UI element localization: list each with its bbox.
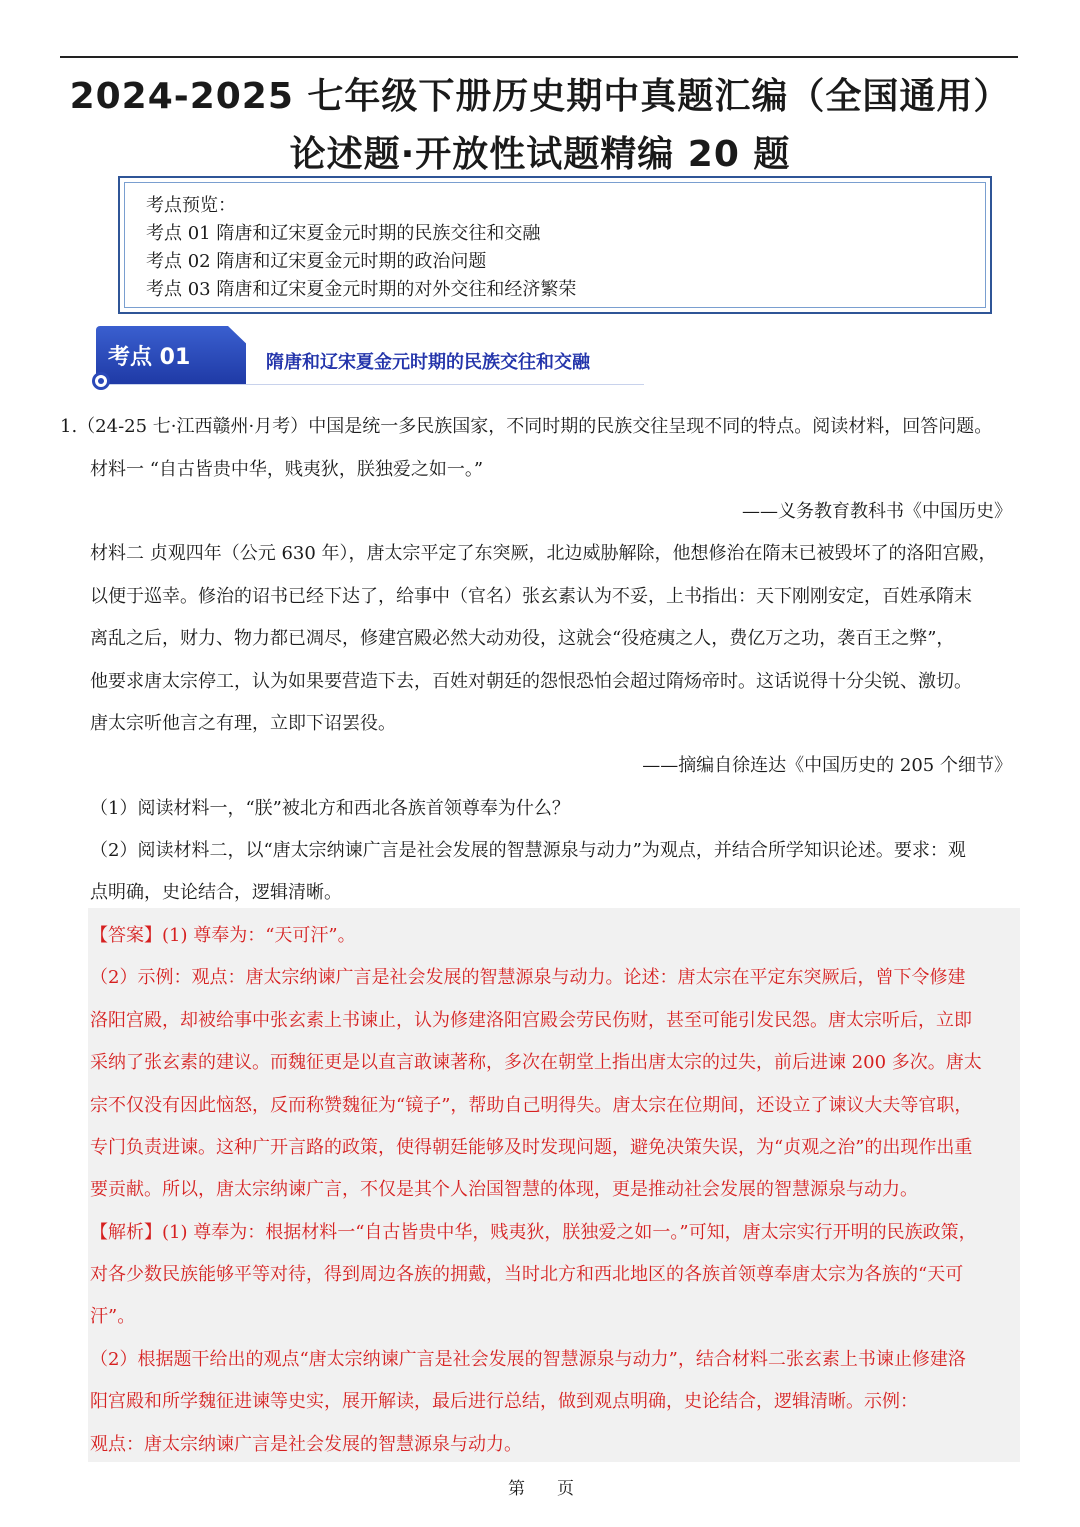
preview-heading: 考点预览： — [146, 195, 236, 216]
analysis-line: 对各少数民族能够平等对待，得到周边各族的拥戴，当时北方和西北地区的各族首领尊奉唐太宗为各族的“天可 — [90, 1264, 964, 1285]
answer-line: 洛阳宫殿，却被给事中张玄素上书谏止，认为修建洛阳宫殿会劳民伤财，甚至可能引发民怨。唐太宗听后，立即 — [90, 1010, 972, 1031]
analysis-line: 汗”。 — [90, 1306, 136, 1327]
material-one-source: ——义务教育教科书《中国历史》 — [742, 501, 1012, 522]
analysis-line: 阳宫殿和所学魏征进谏等史实，展开解读，最后进行总结，做到观点明确，史论结合，逻辑清晰。示例： — [90, 1391, 918, 1412]
sub-question: （1）阅读材料一，“朕”被北方和西北各族首领尊奉为什么？ — [90, 798, 570, 819]
answer-line: 采纳了张玄素的建议。而魏征更是以直言敢谏著称，多次在朝堂上指出唐太宗的过失，前后进谏 200 多次。唐太 — [90, 1052, 982, 1073]
section-badge-label: 考点 01 — [108, 345, 191, 370]
material-two-line: 材料二 贞观四年（公元 630 年），唐太宗平定了东突厥，北边威胁解除，他想修治在隋末已被毁坏了的洛阳宫殿， — [90, 543, 997, 564]
question-stem: 1.（24-25 七·江西赣州·月考）中国是统一多民族国家，不同时期的民族交往呈现不同的特点。阅读材料，回答问题。 — [60, 416, 993, 437]
preview-item: 考点 02 隋唐和辽宋夏金元时期的政治问题 — [146, 251, 487, 272]
analysis-line: 观点：唐太宗纳谏广言是社会发展的智慧源泉与动力。 — [90, 1434, 522, 1455]
preview-box — [118, 176, 992, 314]
material-one: 材料一 “自古皆贵中华，贱夷狄，朕独爱之如一。” — [90, 459, 484, 480]
material-two-line: 以便于巡幸。修治的诏书已经下达了，给事中（官名）张玄素认为不妥，上书指出：天下刚刚安定，百姓承隋末 — [90, 586, 972, 607]
page-subtitle: 论述题·开放性试题精编 20 题 — [289, 134, 791, 175]
material-two-line: 他要求唐太宗停工，认为如果要营造下去，百姓对朝廷的怨恨恐怕会超过隋炀帝时。这话说得十分尖锐、激切。 — [90, 671, 972, 692]
page-title: 2024-2025 七年级下册历史期中真题汇编（全国通用） — [69, 76, 1011, 117]
page-footer-right: 页 — [557, 1479, 574, 1499]
sub-question: （2）阅读材料二，以“唐太宗纳谏广言是社会发展的智慧源泉与动力”为观点，并结合所学知识论述。要求：观 — [90, 840, 966, 861]
preview-item: 考点 03 隋唐和辽宋夏金元时期的对外交往和经济繁荣 — [146, 279, 577, 300]
answer-line: 要贡献。所以，唐太宗纳谏广言，不仅是其个人治国智慧的体现，更是推动社会发展的智慧源泉与动力。 — [90, 1179, 918, 1200]
target-icon — [92, 372, 110, 390]
answer-line: 专门负责进谏。这种广开言路的政策，使得朝廷能够及时发现问题，避免决策失误，为“贞观之治”的出现作出重 — [90, 1137, 973, 1158]
top-rule — [60, 56, 1018, 58]
section-title: 隋唐和辽宋夏金元时期的民族交往和交融 — [266, 352, 590, 373]
material-two-source: ——摘编自徐连达《中国历史的 205 个细节》 — [642, 755, 1012, 776]
material-two-line: 唐太宗听他言之有理，立即下诏罢役。 — [90, 713, 396, 734]
analysis-line: （2）根据题干给出的观点“唐太宗纳谏广言是社会发展的智慧源泉与动力”，结合材料二张玄素上书谏止修建洛 — [90, 1349, 966, 1370]
answer-line: 宗不仅没有因此恼怒，反而称赞魏征为“镜子”，帮助自己明得失。唐太宗在位期间，还设立了谏议大夫等官职， — [90, 1095, 973, 1116]
section-badge — [92, 326, 252, 390]
page-footer-left: 第 — [508, 1479, 525, 1499]
sub-question: 点明确，史论结合，逻辑清晰。 — [90, 882, 342, 903]
answer-line: 【答案】(1) 尊奉为：“天可汗”。 — [90, 925, 356, 946]
analysis-line: 【解析】(1) 尊奉为：根据材料一“自古皆贵中华，贱夷狄，朕独爱之如一。”可知，唐太宗实行开明的民族政策， — [90, 1222, 977, 1243]
answer-line: （2）示例：观点：唐太宗纳谏广言是社会发展的智慧源泉与动力。论述：唐太宗在平定东突厥后，曾下令修建 — [90, 967, 966, 988]
preview-item: 考点 01 隋唐和辽宋夏金元时期的民族交往和交融 — [146, 223, 541, 244]
material-two-line: 离乱之后，财力、物力都已凋尽，修建宫殿必然大动劝役，这就会“役疮痍之人，费亿万之功，袭百王之弊”， — [90, 628, 955, 649]
